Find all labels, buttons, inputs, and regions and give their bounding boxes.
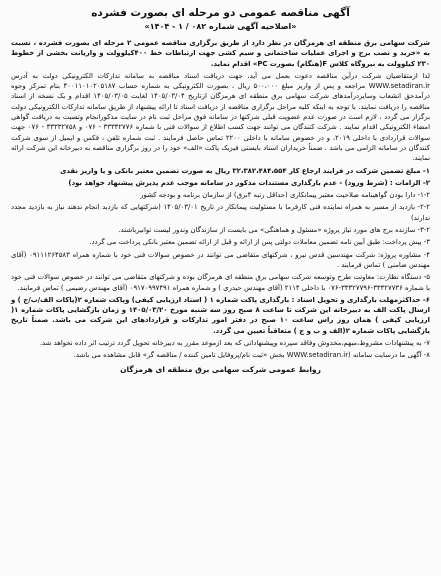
- conditions-list: [11, 166, 430, 361]
- condition-7: ۷- به پیشنهادات مشروط،مبهم،مخدوش وفاقد سپرده وپیشنهاداتی که بعد ازموعد مقرر به دبیرخانه تحویل گردد ترتیب اثر داده نخواهد شد.: [39, 339, 430, 348]
- notice-subtitle: «اصلاحیه آگهی شماره ۰۸۲ / ۱ - ۱۴۰۴»: [144, 22, 297, 31]
- condition-2-3: ۳-۲- سازنده برج های مورد نیاز پروژه «مسئول و هماهنگی» می بایست از سازندگان وندور لیست توانیرباشند.: [118, 226, 430, 235]
- condition-1: ۱- مبلغ تضمین شرکت در فرایند ارجاع کار ۳۲،۳۸۲،۴۸۴،۵۵۴ ریال به صورت تضمین معتبر بانکی و یا واریز نقدی: [60, 166, 430, 175]
- signature-line: روابط عمومی شرکت سهامی برق منطقه ای هرمزگان: [120, 364, 321, 374]
- condition-5: ۵- دستگاه نظارت: معاونت طرح وتوسعه شرکت سهامی برق منطقه ای هرمزگان بوده و شرکتهای متقاضی می توانند در خصوص سوالات فنی خود با شماره ۳۳۳۲۷۷۳۶-۳۳۳۲۷۷۹۶-۰۷۶ با داخلی ۲۱۱۴ (آقای مهندس حیدری ) و شماره همراه ۰۹۱۷۰۹۹۷۴۹۱ (آقای مهندس رضیمی ) تماس فرمایند.: [11, 273, 430, 292]
- condition-4: ۴- مشاوره پروژه: شرکت مهندسین قدس نیرو ، شرکتهای متقاضی می توانند در خصوص سوالات فنی خود با شماره همراه ۰۹۱۱۱۲۶۴۵۸۳ (آقای مهندس ضامنی ) تماس فرمایند .: [11, 250, 430, 269]
- intro-paragraph: شرکت سهامی برق منطقه ای هرمزگان در نظر دارد از طریق برگزاری مناقصه عمومی ۲ مرحله ای بصورت فشرده ، نسبت به «خرید و نصب برج و اجرای عملیات ساختمانی و سیم کشی جهت ارتباطات خط ۴۰۰کیلوولت و واریانت بخشی از خطوط ۲۳۰ کیلوولت به نیروگاه کلاس F(هنگام) بصورت PC» اقدام نماید.: [11, 39, 430, 68]
- condition-8: ۸- آگهی ما درسایت سامانه (WWW.setadiran.ir بخش «ثبت نام/پروفایل تامین کننده / مناقصه گر» قابل مشاهده می باشد.: [73, 351, 430, 360]
- signature-block: [11, 364, 430, 375]
- condition-2-1: ۱-۲- دارا بودن گواهینامه صلاحیت معتبر پیمانکاری (حداقل رتبه ۴برق) از سازمان برنامه و بودجه کشور: [140, 191, 430, 200]
- condition-6: ۶- حداکثرمهلت بارگذاری و تحویل اسناد : بارگذاری پاکت شماره ۱ ( اسناد ارزیابی کیفی) وپاکت شماره ۲(پاکات الف/ب/ج ) و ارسال پاکت الف به دبیرخانه این شرکت تا ساعت ۸ صبح روز سه شنبه مورخ ۱۴۰۵/۰۳/۲۰ و زمان بازگشایی پاکات شماره ۱( ارزیابی کیفی ) همان روز راس ساعت ۱۰ صبح در دفتر امور تدارکات و قراردادهای این شرکت می باشد. ضمناً تاریخ بازگشایی پاکات شماره ۲(الف و ب و ج ) متعاقباً تعیین می گردد.: [11, 295, 430, 335]
- condition-2: ۲- الزامات : (شرط ورود) - عدم بارگذاری مستندات مذکور در سامانه موجب عدم پذیرش پیشنهاد خواهد بود): [68, 178, 430, 187]
- notice-title: آگهی مناقصه عمومی دو مرحله ای بصورت فشرده: [91, 7, 350, 19]
- body-paragraph: لذا ازمتقاضیان شرکت درآین مناقصه دعوت بعمل می آید، جهت دریافت اسناد مناقصه به سامانه تدارکات الکترونیکی دولت به آدرس WWW.setadiran.ir مراجعه و پس از واریز مبلغ ۵۰۰،۰۰۰ ریال ، بصورت الکترونیکی به شماره حساب ۴۰۰۱۱۰۱۰۲۰۵۱۸۷ بنام تمرکز وجوه درآمدحق انشعاب وسایردرآمدهای شرکت سهامی برق منطقه ای هرمزگان ازتاریخ ۱۴۰۵/۰۳/۰۴ لغایت ۱۴۰۵/۰۳/۰۵ اقدام و یک نسخه از اسناد مناقصه را دریافت نمایند. با توجه به اینکه کلیه مراحل برگزاری مناقصه از دریافت اسناد تا ارائه پیشنهاد از طریق سامانه تدارکات الکترونیکی دولت برگزار می گردد ، لازم است در صورت عدم عضویت قبلی شرکتها در سامانه فوق مراحل ثبت نام در سایت مذکورانجام وتسبت به دریافت گواهی امضاء الکترونیکی اقدام نمایند . شرکت کنندگان می توانند جهت کسب اطلاع از سوالات فنی با شماره ۳۳۳۳۲۷۷۶ - ۰۷۶ و ۳۳۳۳۲۷۵۸ - ۰۷۶ جهت سوالات قراردادی با داخلی ۲۰۱۹، و در خصوص سامانه با داخلی ۲۲۰۰ تماس حاصل فرمایند . ثبت شماره تلفن ، فکس و ایمیل از سوی شرکت کنندگان در سامانه الزامی می باشد . ضمناً خریداران اسناد بایستی فیزیک پاکت «الف» خود را در روز برگزاری مناقصه به دبیرخانه این شرکت ارائه نمایند.: [11, 71, 431, 163]
- condition-2-2: ۲-۲- بازدید از مسیر به همراه نماینده فنی کارفرما با مسئولیت پیمانکار در تاریخ ۱۴۰۵/۰۳/۰۱ (شرکتهایی که بازدید انجام ندهند نیاز به بازدید مجدد ندارند): [11, 203, 430, 222]
- condition-3: ۳- پیش پرداخت: طبق آیین نامه تضمین معاملات دولتی پس از ارائه و قبل از ارائه تضمین معتبر بانکی پرداخت می گردد.: [89, 238, 430, 247]
